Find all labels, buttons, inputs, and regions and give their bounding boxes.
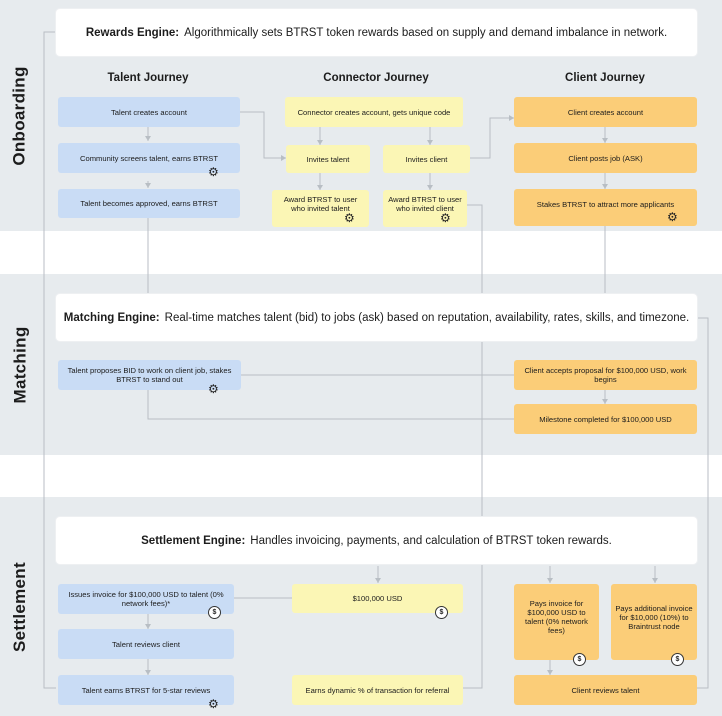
- settlement-engine: [56, 517, 697, 564]
- gear-icon: ⚙: [208, 382, 219, 396]
- client-posts-job: Client posts job (ASK): [514, 143, 697, 173]
- gear-icon: ⚙: [667, 210, 678, 224]
- matching-label: Matching: [10, 325, 30, 404]
- issues-invoice: Issues invoice for $100,000 USD to talent (0% network fees)*: [58, 584, 234, 614]
- invites-talent: Invites talent: [286, 145, 370, 173]
- client-reviews-talent: Client reviews talent: [514, 675, 697, 705]
- talent-creates-account: Talent creates account: [58, 97, 240, 127]
- settlement-engine-name: Settlement Engine:: [141, 534, 246, 547]
- rewards-engine: [56, 9, 697, 56]
- dollar-coin-icon: $: [208, 606, 221, 619]
- client-stakes-btrst: Stakes BTRST to attract more applicants: [514, 189, 697, 226]
- client-creates-account: Client creates account: [514, 97, 697, 127]
- connector-creates-account: Connector creates account, gets unique code: [285, 97, 463, 127]
- pays-invoice: Pays invoice for $100,000 USD to talent (0% network fees): [514, 584, 599, 660]
- rewards-engine-desc: Algorithmically sets BTRST token rewards based on supply and demand imbalance in network.: [184, 26, 668, 39]
- award-btrst-client-inviter: Award BTRST to user who invited client: [383, 190, 467, 227]
- gear-icon: ⚙: [208, 165, 219, 179]
- talent-journey-header: Talent Journey: [107, 72, 189, 84]
- talent-reviews-client: Talent reviews client: [58, 629, 234, 659]
- milestone-completed: Milestone completed for $100,000 USD: [514, 404, 697, 434]
- onboarding-label: Onboarding: [10, 65, 30, 166]
- client-journey-header: Client Journey: [565, 72, 645, 84]
- matching-engine: [56, 294, 697, 341]
- pays-additional-invoice: Pays additional invoice for $10,000 (10%) to Braintrust node: [611, 584, 697, 660]
- dollar-coin-icon: $: [435, 606, 448, 619]
- settlement-engine-desc: Handles invoicing, payments, and calculation of BTRST token rewards.: [250, 534, 612, 547]
- matching-engine-desc: Real-time matches talent (bid) to jobs (ask) based on reputation, availability, rates, skills, and timezone.: [164, 311, 690, 324]
- rewards-engine-name: Rewards Engine:: [85, 26, 180, 39]
- talent-proposes-bid: Talent proposes BID to work on client job, stakes BTRST to stand out: [58, 360, 241, 390]
- connector-journey-header: Connector Journey: [323, 72, 429, 84]
- gear-icon: ⚙: [208, 697, 219, 711]
- gear-icon: ⚙: [440, 211, 451, 225]
- invites-client: Invites client: [383, 145, 470, 173]
- talent-earns-btrst: Talent earns BTRST for 5-star reviews: [58, 675, 234, 705]
- settlement-label: Settlement: [10, 561, 30, 652]
- dollar-coin-icon: $: [573, 653, 586, 666]
- earns-referral: Earns dynamic % of transaction for referral: [292, 675, 463, 705]
- talent-becomes-approved: Talent becomes approved, earns BTRST: [58, 189, 240, 218]
- community-screens-talent: Community screens talent, earns BTRST: [58, 143, 240, 173]
- amount-box: $100,000 USD: [292, 584, 463, 613]
- matching-engine-name: Matching Engine:: [63, 311, 160, 324]
- client-accepts-proposal: Client accepts proposal for $100,000 USD, work begins: [514, 360, 697, 390]
- gear-icon: ⚙: [344, 211, 355, 225]
- award-btrst-talent-inviter: Award BTRST to user who invited talent: [272, 190, 369, 227]
- dollar-coin-icon: $: [671, 653, 684, 666]
